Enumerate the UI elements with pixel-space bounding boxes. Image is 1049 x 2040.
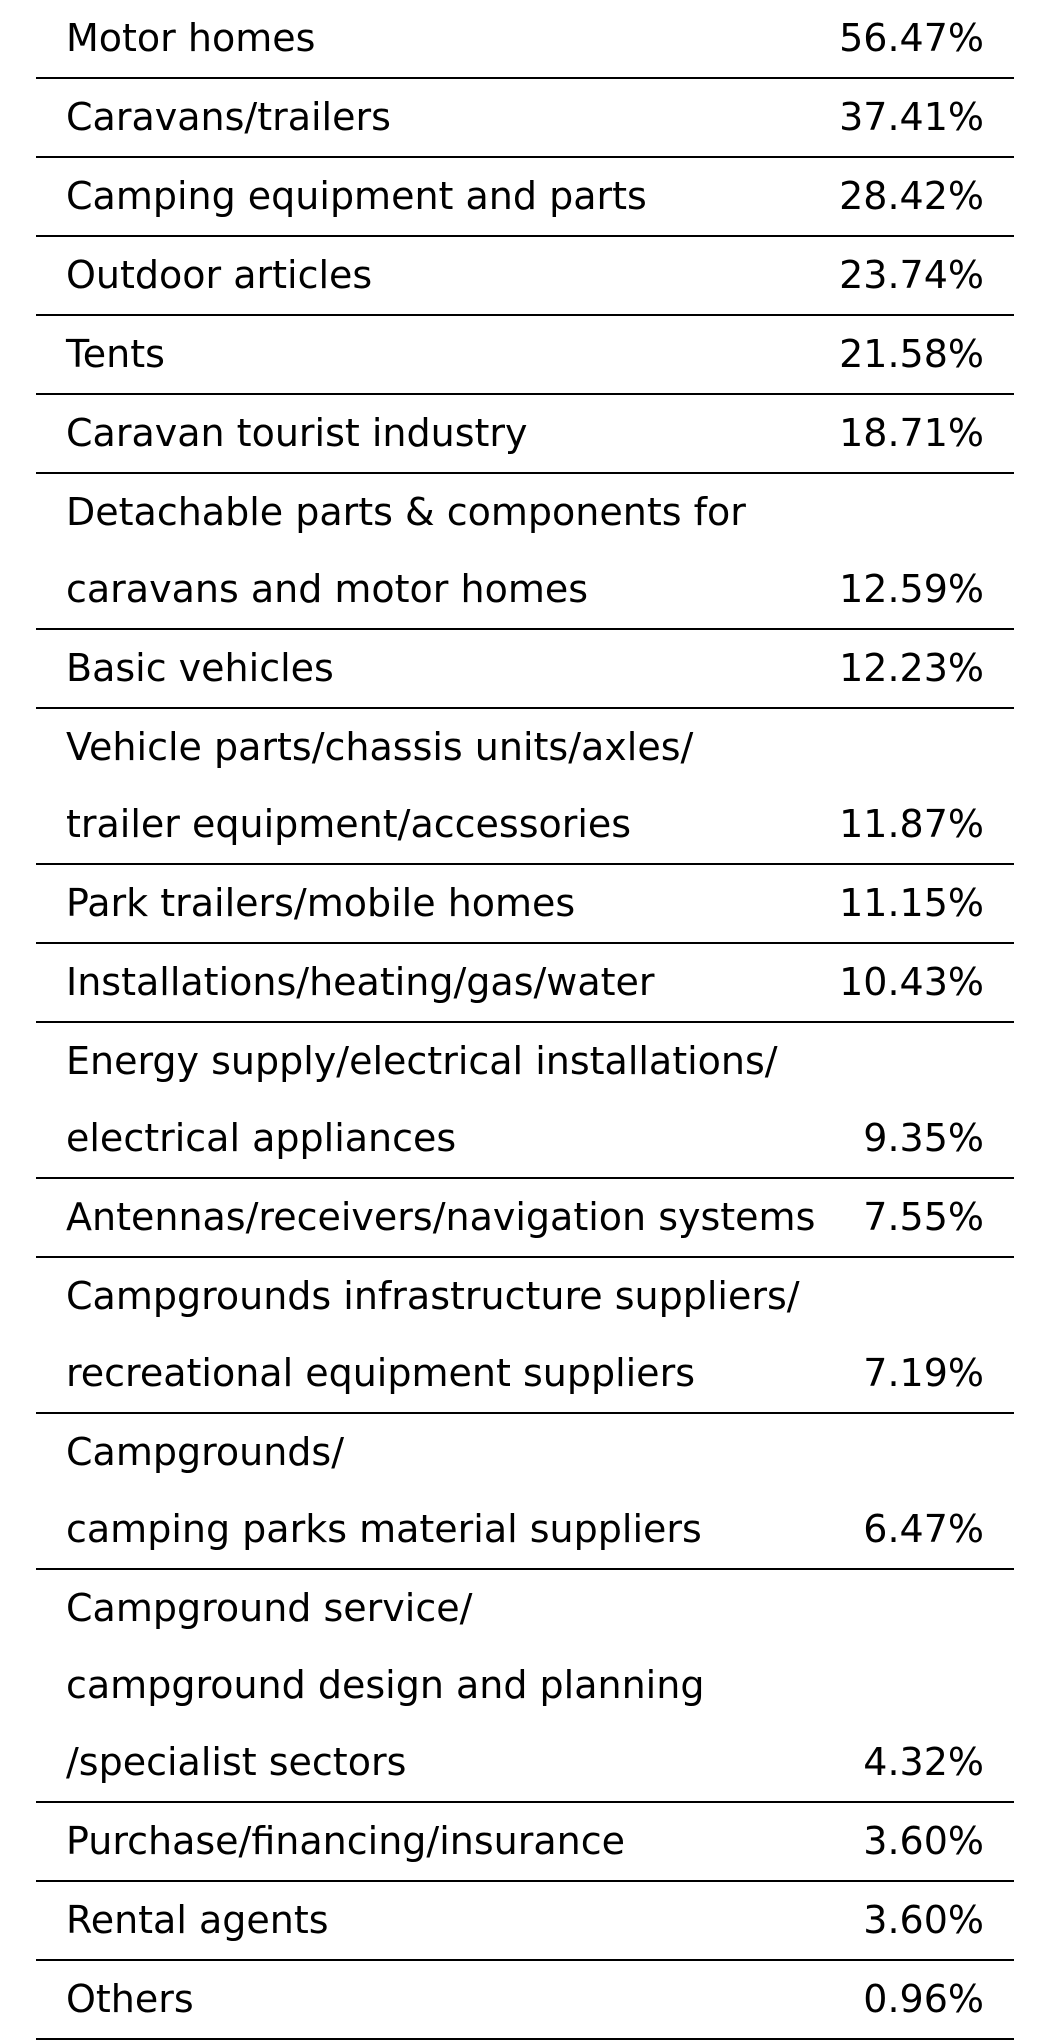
- category-label-line: recreational equipment suppliers: [66, 1351, 695, 1395]
- percentage-value: 3.60%: [863, 1819, 984, 1863]
- percentage-cell: [835, 1257, 1014, 1413]
- percentage-value: 6.47%: [863, 1507, 984, 1551]
- percentage-cell: [835, 1881, 1014, 1960]
- table-row: [36, 864, 1014, 943]
- percentage-cell: [835, 1960, 1014, 2039]
- category-label-line: Park trailers/mobile homes: [66, 881, 576, 925]
- percentage-cell: [835, 236, 1014, 315]
- category-label-line: Outdoor articles: [66, 253, 373, 297]
- percentage-value: 21.58%: [839, 332, 984, 376]
- category-cell: [36, 1881, 835, 1960]
- category-cell: [36, 1802, 835, 1881]
- table-body: [36, 0, 1014, 2039]
- category-label-line: Installations/heating/gas/water: [66, 960, 655, 1004]
- percentage-cell: [835, 1802, 1014, 1881]
- category-cell: [36, 236, 835, 315]
- percentage-value: 56.47%: [839, 16, 984, 60]
- percentage-cell: [835, 473, 1014, 629]
- percentage-value: 11.87%: [839, 802, 984, 846]
- table-row: [36, 708, 1014, 864]
- category-label-line: Others: [66, 1977, 194, 2021]
- table-row: [36, 1257, 1014, 1413]
- percentage-value: 10.43%: [839, 960, 984, 1004]
- percentage-value: 18.71%: [839, 411, 984, 455]
- category-label-line: Antennas/receivers/navigation systems: [66, 1195, 816, 1239]
- category-table-container: [36, 0, 1014, 2040]
- category-cell: [36, 943, 835, 1022]
- category-label-line: Caravans/trailers: [66, 95, 391, 139]
- percentage-cell: [835, 1413, 1014, 1569]
- category-label-line: /specialist sectors: [66, 1740, 407, 1784]
- table-row: [36, 157, 1014, 236]
- category-cell: [36, 394, 835, 473]
- category-cell: [36, 864, 835, 943]
- category-cell: [36, 1413, 835, 1569]
- category-label-line: camping parks material suppliers: [66, 1507, 702, 1551]
- percentage-value: 12.23%: [839, 646, 984, 690]
- table-row: [36, 236, 1014, 315]
- percentage-cell: [835, 864, 1014, 943]
- category-label-line: Tents: [66, 332, 165, 376]
- category-label-line: Purchase/financing/insurance: [66, 1819, 625, 1863]
- category-cell: [36, 1960, 835, 2039]
- percentage-value: 3.60%: [863, 1898, 984, 1942]
- category-label-line: Campgrounds infrastructure suppliers/: [66, 1274, 800, 1318]
- table-row: [36, 1960, 1014, 2039]
- table-row: [36, 315, 1014, 394]
- table-row: [36, 78, 1014, 157]
- table-row: [36, 0, 1014, 78]
- category-label-line: Detachable parts & components for: [66, 490, 746, 534]
- category-cell: [36, 157, 835, 236]
- table-row: [36, 1178, 1014, 1257]
- category-cell: [36, 473, 835, 629]
- percentage-cell: [835, 394, 1014, 473]
- percentage-value: 23.74%: [839, 253, 984, 297]
- percentage-cell: [835, 78, 1014, 157]
- category-cell: [36, 0, 835, 78]
- category-label-line: electrical appliances: [66, 1116, 457, 1160]
- category-label-line: Basic vehicles: [66, 646, 334, 690]
- table-row: [36, 1413, 1014, 1569]
- percentage-cell: [835, 708, 1014, 864]
- table-row: [36, 394, 1014, 473]
- category-cell: [36, 629, 835, 708]
- percentage-value: 9.35%: [863, 1116, 984, 1160]
- category-cell: [36, 1569, 835, 1802]
- category-percentage-table: [36, 0, 1014, 2040]
- category-label-line: Energy supply/electrical installations/: [66, 1039, 778, 1083]
- percentage-value: 4.32%: [863, 1740, 984, 1784]
- category-label-line: caravans and motor homes: [66, 567, 589, 611]
- category-cell: [36, 1178, 835, 1257]
- table-row: [36, 943, 1014, 1022]
- percentage-cell: [835, 629, 1014, 708]
- percentage-value: 37.41%: [839, 95, 984, 139]
- table-row: [36, 1881, 1014, 1960]
- percentage-cell: [835, 315, 1014, 394]
- category-label-line: Campgrounds/: [66, 1430, 345, 1474]
- category-label-line: Rental agents: [66, 1898, 329, 1942]
- category-cell: [36, 1257, 835, 1413]
- percentage-cell: [835, 1569, 1014, 1802]
- percentage-value: 11.15%: [839, 881, 984, 925]
- category-label-line: Campground service/: [66, 1586, 473, 1630]
- category-label-line: Caravan tourist industry: [66, 411, 528, 455]
- table-row: [36, 1802, 1014, 1881]
- percentage-value: 28.42%: [839, 174, 984, 218]
- percentage-cell: [835, 0, 1014, 78]
- table-row: [36, 1569, 1014, 1802]
- category-label-line: Vehicle parts/chassis units/axles/: [66, 725, 694, 769]
- category-cell: [36, 1022, 835, 1178]
- category-cell: [36, 708, 835, 864]
- percentage-cell: [835, 157, 1014, 236]
- percentage-cell: [835, 1178, 1014, 1257]
- percentage-value: 7.19%: [863, 1351, 984, 1395]
- percentage-cell: [835, 943, 1014, 1022]
- table-row: [36, 629, 1014, 708]
- table-row: [36, 1022, 1014, 1178]
- category-label-line: Camping equipment and parts: [66, 174, 647, 218]
- category-cell: [36, 78, 835, 157]
- category-label-line: campground design and planning: [66, 1663, 705, 1707]
- table-row: [36, 473, 1014, 629]
- percentage-cell: [835, 1022, 1014, 1178]
- percentage-value: 0.96%: [863, 1977, 984, 2021]
- category-label-line: Motor homes: [66, 16, 316, 60]
- percentage-value: 7.55%: [863, 1195, 984, 1239]
- category-cell: [36, 315, 835, 394]
- percentage-value: 12.59%: [839, 567, 984, 611]
- category-label-line: trailer equipment/accessories: [66, 802, 632, 846]
